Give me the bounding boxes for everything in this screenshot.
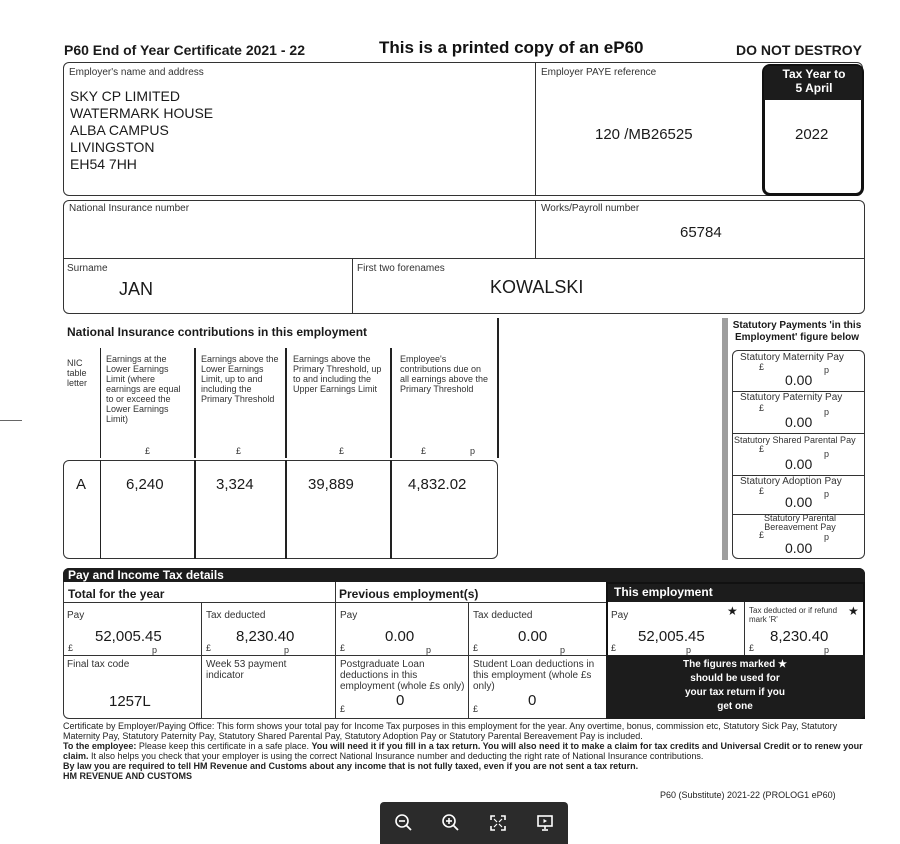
pence-symbol: p [152, 645, 158, 655]
statutory-bereavement-value: 0.00 [785, 540, 813, 556]
ni-header-divider [285, 348, 287, 458]
ni-col-letter: NIC table letter [67, 358, 88, 388]
total-pay-value: 52,005.45 [95, 628, 162, 645]
student-loan-label: Student Loan deductions in this employment (whole £s only) [473, 659, 595, 692]
pound-symbol: £ [421, 446, 427, 456]
ni-header-divider [100, 348, 101, 458]
to-employee-text2: It also helps you check that your employer is using the correct National Insurance number and deducting the right rate of National Insurance contributions. [88, 751, 704, 761]
pound-symbol: £ [145, 446, 151, 456]
employer-label: Employer's name and address [69, 67, 204, 78]
star-icon: ★ [727, 604, 738, 618]
prev-pay-value: 0.00 [385, 628, 415, 645]
to-employee-label: To the employee: [63, 741, 137, 751]
this-employment-col-line [744, 602, 745, 655]
employer-line: SKY CP LIMITED [70, 88, 180, 104]
statutory-adoption-value: 0.00 [785, 494, 813, 510]
statutory-adoption-label: Statutory Adoption Pay [740, 476, 842, 487]
employer-address [70, 88, 213, 173]
this-tax-label: Tax deducted or if refund mark 'R' [749, 606, 838, 624]
statutory-maternity-value: 0.00 [785, 372, 813, 388]
fit-screen-icon[interactable] [488, 813, 508, 833]
forenames-value: KOWALSKI [490, 277, 584, 297]
paye-label: Employer PAYE reference [541, 67, 657, 78]
pence-symbol: p [470, 446, 476, 456]
week53-label: Week 53 payment indicator [206, 659, 287, 681]
ni-col-uel: Earnings above the Primary Threshold, up to and including the Upper Earnings Limit [293, 354, 382, 394]
pound-symbol: £ [759, 530, 765, 540]
statutory-header: Statutory Payments 'in this Employment' figure below [732, 320, 862, 343]
pound-symbol: £ [611, 643, 617, 653]
pound-symbol: £ [473, 704, 479, 714]
pay-tax-title: Pay and Income Tax details [68, 568, 224, 582]
ni-col-lel: Earnings at the Lower Earnings Limit (where earnings are equal to or exceed the Lower Earnings Limit) [106, 354, 181, 424]
ni-col-contrib: Employee's contributions due on all earnings above the Primary Threshold [400, 354, 489, 394]
total-tax-value: 8,230.40 [236, 628, 295, 645]
ni-col-pt: Earnings above the Lower Earnings Limit, up to and including the Primary Threshold [201, 354, 279, 404]
total-pay-label: Pay [67, 610, 85, 621]
statutory-divider [732, 433, 865, 434]
employee-vdivider-bottom [352, 258, 353, 314]
pence-symbol: p [686, 645, 692, 655]
statutory-maternity-label: Statutory Maternity Pay [740, 352, 844, 363]
statutory-shared-parental-value: 0.00 [785, 456, 813, 472]
tax-year-label: Tax Year to 5 April [782, 67, 846, 95]
pay-tax-col-line [335, 582, 336, 719]
zoom-out-icon[interactable] [394, 813, 414, 833]
ni-header-divider [497, 318, 499, 458]
statutory-grey-bar [722, 318, 728, 560]
pence-symbol: p [824, 365, 830, 375]
pound-symbol: £ [473, 643, 479, 653]
pound-symbol: £ [759, 403, 765, 413]
zoom-in-icon[interactable] [441, 813, 461, 833]
this-pay-value: 52,005.45 [638, 628, 705, 645]
pg-loan-value: 0 [396, 692, 405, 709]
works-number-value: 65784 [680, 224, 722, 241]
forenames-label: First two forenames [357, 263, 445, 274]
statutory-shared-parental-label: Statutory Shared Parental Pay [734, 435, 856, 445]
statutory-paternity-value: 0.00 [785, 414, 813, 430]
form-title: P60 End of Year Certificate 2021 - 22 [64, 42, 305, 58]
pound-symbol: £ [749, 643, 755, 653]
pay-tax-col-line [468, 602, 469, 719]
certificate-text: Certificate by Employer/Paying Office: This form shows your total pay for Income Tax purposes in this employment for the year. Any overtime, bonus, commission etc, Statutory Sick Pay, Statutory Maternity Pay, Statutory Paternity Pay, Statutory Shared Parental Pay, Statutory Adoption Pay or Statutory Parental Bereavement Pay is included. [63, 721, 838, 741]
ni-pt-value: 3,324 [216, 476, 254, 493]
employee-box [63, 200, 865, 314]
star-note: The figures marked ★ should be used for your tax return if you get one [683, 659, 787, 712]
ni-lel-value: 6,240 [126, 476, 164, 493]
ni-row-divider [194, 460, 196, 559]
employer-line: LIVINGSTON [70, 139, 155, 155]
to-employee-text: Please keep this certificate in a safe place. [136, 741, 312, 751]
pound-symbol: £ [340, 704, 346, 714]
pence-symbol: p [824, 489, 830, 499]
ni-values-box [63, 460, 498, 559]
present-icon[interactable] [535, 813, 555, 833]
ni-row-divider [285, 460, 287, 559]
pence-symbol: p [824, 645, 830, 655]
prev-tax-label: Tax deducted [473, 610, 533, 621]
statutory-bereavement-label: Statutory Parental Bereavement Pay [763, 513, 837, 532]
employer-line: WATERMARK HOUSE [70, 105, 214, 121]
pay-tax-col-line [201, 602, 202, 719]
previous-employment-title: Previous employment(s) [339, 587, 479, 601]
pence-symbol: p [426, 645, 432, 655]
margin-mark [0, 420, 22, 421]
this-pay-label: Pay [611, 610, 629, 621]
total-tax-label: Tax deducted [206, 610, 266, 621]
tax-code-value: 1257L [109, 693, 151, 710]
pence-symbol: p [824, 407, 830, 417]
works-number-label: Works/Payroll number [541, 203, 640, 214]
by-law-text: By law you are required to tell HM Revenue and Customs about any income that is not fully taxed, even if you are not sent a tax return. [63, 761, 639, 771]
ni-row-divider [100, 460, 101, 559]
student-loan-value: 0 [528, 692, 537, 709]
ni-contributions-title: National Insurance contributions in this employment [67, 325, 368, 339]
employer-line: EH54 7HH [70, 156, 137, 172]
pound-symbol: £ [759, 444, 765, 454]
pence-symbol: p [560, 645, 566, 655]
pg-loan-label: Postgraduate Loan deductions in this employment (whole £s only) [340, 659, 465, 692]
ni-contrib-value: 4,832.02 [408, 476, 467, 493]
ni-number-label: National Insurance number [69, 203, 190, 214]
paye-value: 120 /MB26525 [595, 126, 693, 143]
pound-symbol: £ [339, 446, 345, 456]
surname-value: JAN [119, 279, 154, 299]
ni-uel-value: 39,889 [308, 476, 354, 493]
employer-line: ALBA CAMPUS [70, 122, 169, 138]
hmrc-label: HM REVENUE AND CUSTOMS [63, 771, 193, 781]
surname-label: Surname [67, 263, 108, 274]
ni-header-divider [390, 348, 392, 458]
this-tax-value: 8,230.40 [770, 628, 829, 645]
employee-vdivider-top [535, 200, 536, 258]
pence-symbol: p [284, 645, 290, 655]
star-icon: ★ [848, 604, 859, 618]
this-employment-title: This employment [614, 585, 713, 599]
ni-header-divider [194, 348, 196, 458]
prev-tax-value: 0.00 [518, 628, 548, 645]
pound-symbol: £ [759, 486, 765, 496]
pence-symbol: p [824, 449, 830, 459]
ni-row-divider [390, 460, 392, 559]
footer-text [63, 721, 863, 781]
to-employee-bold: You will need it if you fill in a tax return. You will also need it to make a claim for tax credits and Universal Credit or to renew your claim. [63, 741, 863, 761]
pound-symbol: £ [340, 643, 346, 653]
total-year-title: Total for the year [68, 587, 165, 601]
tax-code-label: Final tax code [67, 659, 130, 670]
pound-symbol: £ [236, 446, 242, 456]
pence-symbol: p [824, 532, 830, 542]
ni-letter-value: A [76, 476, 87, 493]
employer-divider [535, 62, 536, 196]
printed-copy-notice: This is a printed copy of an eP60 [379, 38, 644, 57]
substitute-label: P60 (Substitute) 2021-22 (PROLOG1 eP60) [660, 790, 836, 800]
pound-symbol: £ [206, 643, 212, 653]
tax-year-value: 2022 [795, 126, 829, 143]
do-not-destroy: DO NOT DESTROY [736, 42, 863, 58]
pound-symbol: £ [759, 362, 765, 372]
prev-pay-label: Pay [340, 610, 358, 621]
statutory-paternity-label: Statutory Paternity Pay [740, 392, 843, 403]
pound-symbol: £ [68, 643, 74, 653]
employee-hdivider [63, 258, 865, 259]
